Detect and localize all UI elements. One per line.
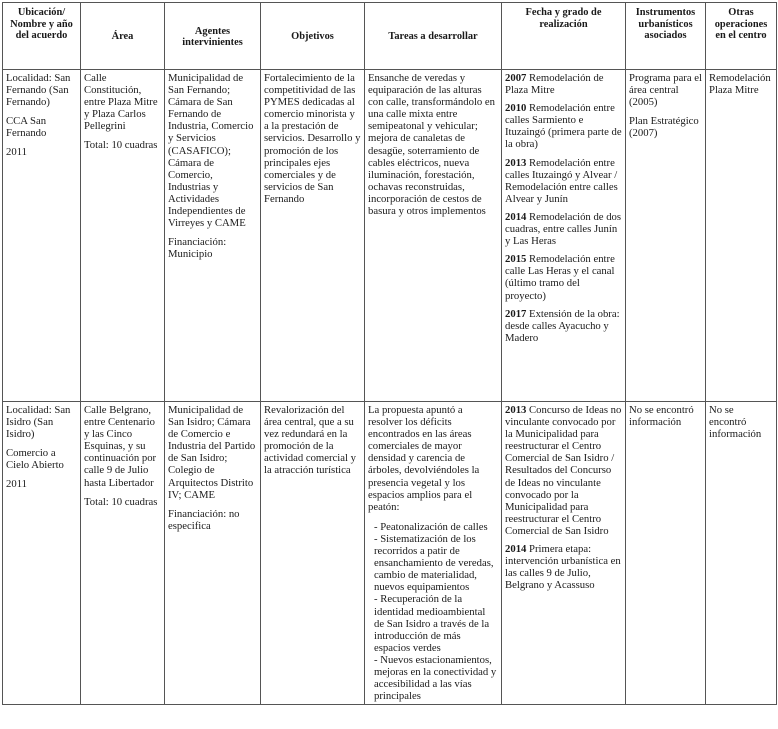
cell-fechas: [502, 402, 626, 705]
cell-area: [81, 402, 165, 705]
table-row: [3, 402, 777, 705]
cell-instrumentos: [626, 402, 706, 705]
area-total: Total: 10 cuadras: [84, 139, 158, 152]
area-descripcion: Calle Belgrano, entre Centenario y las Cinco Esquinas, y su continuación por calle 9 de Julio hasta Libertador: [84, 404, 157, 489]
cell-objetivos: [261, 402, 365, 705]
header-tareas: Tareas a desarrollar: [365, 3, 502, 70]
fecha-item: [505, 308, 622, 344]
area-descripcion: Calle Constitución, entre Plaza Mitre y Plaza Carlos Pellegrini: [84, 72, 158, 133]
cell-agentes: [165, 70, 261, 402]
tareas-texto: Ensanche de veredas y equiparación de las alturas con calle, transformándolo en una calle mixta entre semipeatonal y vehicular; mejora de canaletas de desagüe, soterramiento de cables eléctricos, nueva iluminación, forestación, ochavas reconstruidas, incorporación de cestos de basura y otros implementos: [368, 72, 496, 218]
header-agentes: Agentes intervinientes: [165, 3, 261, 70]
header-area: Área: [81, 3, 165, 70]
fecha-year: 2015: [505, 253, 527, 266]
fecha-text: Remodelación entre calles Sarmiento e Ituzaingó (primera parte de la obra): [505, 102, 622, 151]
table-row: [3, 70, 777, 402]
agentes-lista: Municipalidad de San Isidro; Cámara de Comercio e Industria del Partido de San Isidro; Colegio de Arquitectos Distrito IV; CAME: [168, 404, 256, 501]
document-page: [2, 2, 776, 705]
fecha-item: [505, 211, 622, 247]
header-fecha: Fecha y grado de realización: [502, 3, 626, 70]
localidad: Localidad: San Isidro (San Isidro): [6, 404, 71, 441]
fecha-year: 2017: [505, 307, 527, 320]
fecha-item: [505, 72, 622, 96]
cell-ubicacion: [3, 70, 81, 402]
fecha-text: Extensión de la obra: desde calles Ayacucho y Madero: [505, 307, 620, 344]
instrumento-item: No se encontró información: [629, 404, 694, 429]
acuerdo-nombre: CCA San Fernando: [6, 115, 47, 140]
tarea-item: - Peatonalización de calles: [374, 520, 488, 533]
otras-texto: No se encontró información: [709, 404, 762, 441]
fecha-text: Concurso de Ideas no vinculante convocado por la Municipalidad para reestructurar el Centro Comercial de San Isidro / Resultados del Concurso de Ideas no vinculante convocado por la Municipalidad para reestructurar el Centro Comercial de San Isidro: [505, 404, 622, 537]
cell-otras: [706, 70, 777, 402]
objetivos-texto: Fortalecimiento de la competitividad de las PYMES dedicadas al comercio minorista y a la prestación de servicios. Desarrollo y promoción de los principales ejes comerciales y de servicios de San Fernando: [264, 72, 361, 205]
cell-tareas: [365, 70, 502, 402]
fecha-year: 2010: [505, 102, 527, 115]
fecha-item: [505, 253, 622, 301]
table-header-row: [3, 3, 777, 70]
agreements-table: [2, 2, 777, 705]
acuerdo-anio: 2011: [6, 478, 27, 491]
fecha-item: [505, 404, 622, 537]
cell-fechas: [502, 70, 626, 402]
cell-instrumentos: [626, 70, 706, 402]
instrumento-item: Programa para el área central (2005): [629, 72, 702, 109]
area-total: Total: 10 cuadras: [84, 495, 158, 508]
fecha-item: [505, 102, 622, 150]
fecha-text: Remodelación de Plaza Mitre: [505, 72, 604, 97]
cell-ubicacion: [3, 402, 81, 705]
fecha-text: Primera etapa: intervención urbanística en las calles 9 de Julio, Belgrano y Acassuso: [505, 543, 621, 592]
acuerdo-nombre: Comercio a Cielo Abierto: [6, 447, 64, 472]
financiacion: Financiación: no especifica: [168, 507, 240, 532]
fecha-item: [505, 157, 622, 205]
fecha-item: [505, 543, 622, 591]
tareas-texto: La propuesta apuntó a resolver los déficits encontrados en las áreas comerciales de mayor densidad y carencia de árboles, devolviéndoles la presencia vegetal y los espacios amplios para el peatón:: [368, 404, 480, 513]
fecha-year: 2014: [505, 210, 527, 223]
agentes-lista: Municipalidad de San Fernando; Cámara de San Fernando de Industria, Comercio y Servicios (CASAFICO); Cámara de Comercio, Industrias y Actividades Independientes de Virreyes y CAME: [168, 72, 254, 230]
localidad: Localidad: San Fernando (San Fernando): [6, 72, 71, 109]
cell-area: [81, 70, 165, 402]
acuerdo-anio: 2011: [6, 146, 27, 159]
header-ubicacion: Ubicación/ Nombre y año del acuerdo: [3, 3, 81, 70]
header-otras: Otras operaciones en el centro: [706, 3, 777, 70]
header-instrumentos: Instrumentos urbanísticos asociados: [626, 3, 706, 70]
fecha-text: Remodelación entre calle Las Heras y el canal (último tramo del proyecto): [505, 253, 615, 302]
cell-objetivos: [261, 70, 365, 402]
instrumento-item: Plan Estratégico (2007): [629, 115, 699, 140]
header-objetivos: Objetivos: [261, 3, 365, 70]
cell-otras: [706, 402, 777, 705]
fecha-year: 2013: [505, 156, 527, 169]
fecha-year: 2013: [505, 404, 527, 416]
objetivos-texto: Revalorización del área central, que a su vez redundará en la promoción de la actividad comercial y la atracción turística: [264, 404, 356, 477]
fecha-year: 2007: [505, 72, 527, 84]
fecha-year: 2014: [505, 543, 527, 556]
tarea-item: - Recuperación de la identidad medioambiental de San Isidro a través de la introducción de más espacios verdes: [374, 593, 490, 654]
tarea-item: - Sistematización de los recorridos a patir de ensanchamiento de veredas, cambio de materialidad, nuevos equipamientos: [374, 532, 494, 594]
otras-texto: Remodelación Plaza Mitre: [709, 72, 771, 97]
fecha-text: Remodelación entre calles Ituzaingó y Alvear / Remodelación entre calles Alvear y Junín: [505, 156, 618, 205]
financiacion: Financiación: Municipio: [168, 236, 227, 261]
cell-agentes: [165, 402, 261, 705]
fecha-text: Remodelación de dos cuadras, entre calles Junín y Las Heras: [505, 210, 622, 248]
tarea-item: - Nuevos estacionamientos, mejoras en la conectividad y accesibilidad a las vías principales: [374, 653, 497, 703]
cell-tareas: [365, 402, 502, 705]
